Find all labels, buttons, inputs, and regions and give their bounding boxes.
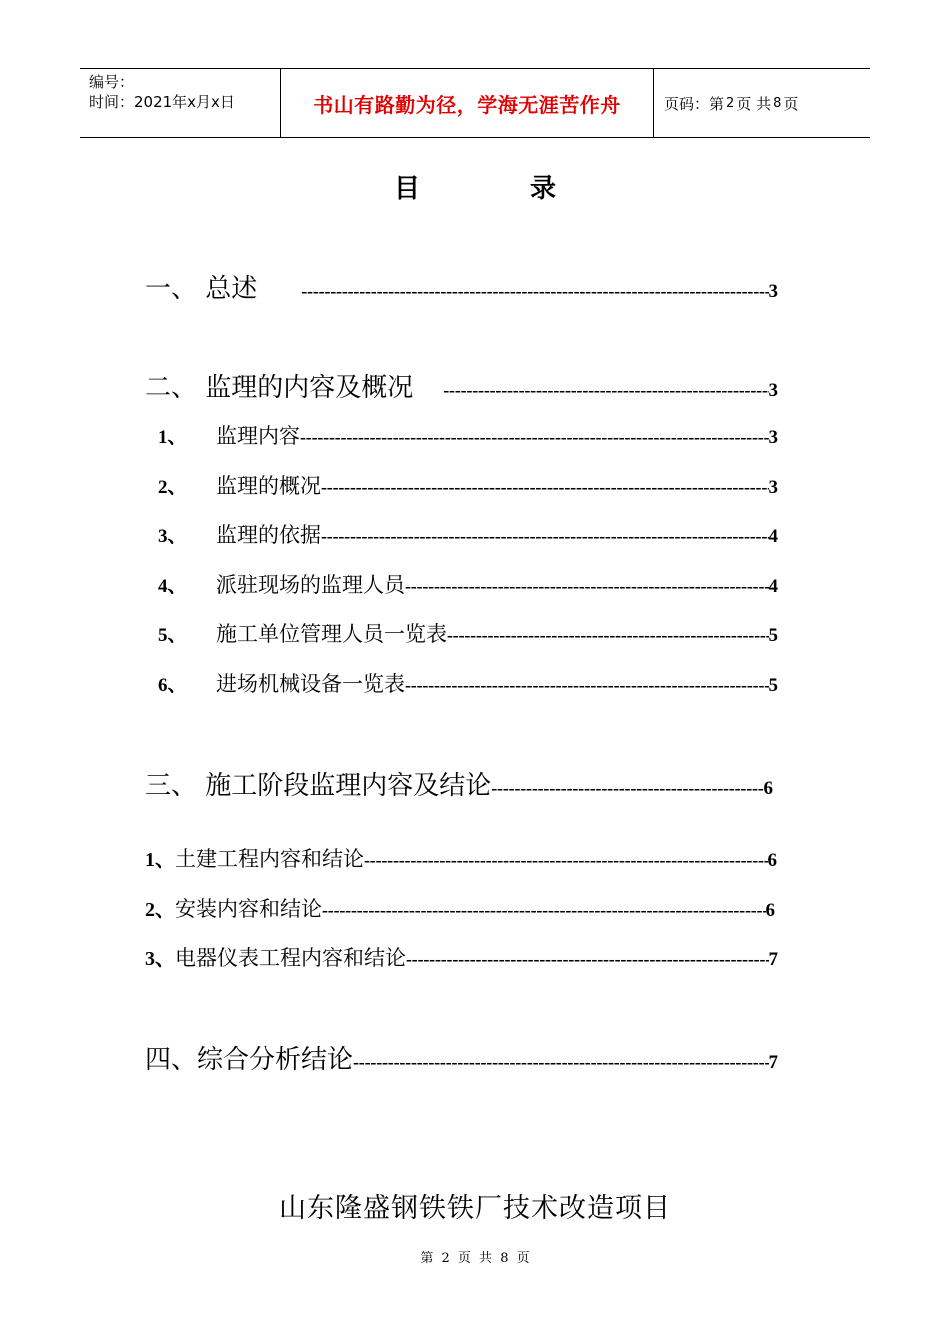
toc-entry-page: 6 — [767, 850, 777, 871]
toc-leader — [364, 850, 768, 871]
toc-entry-num: 2、 — [145, 899, 175, 921]
toc-entry-page: 6 — [763, 778, 773, 799]
toc-entry-label: 土建工程内容和结论 — [175, 847, 364, 871]
toc-entry-page: 4 — [768, 526, 778, 547]
toc-entry-page: 7 — [768, 949, 778, 970]
toc-entry[interactable] — [158, 420, 778, 450]
toc-title — [0, 168, 950, 205]
toc-entry-label: 派驻现场的监理人员 — [216, 573, 405, 597]
toc-entry-page: 6 — [765, 900, 775, 921]
page-mid: 页 共 — [736, 94, 772, 113]
toc-leader — [353, 1052, 768, 1073]
header-table — [80, 68, 870, 138]
toc-entry[interactable] — [145, 367, 778, 404]
motto-text: 书山有路勤为径，学海无涯苦作舟 — [313, 92, 621, 117]
toc-entry-label: 电器仪表工程内容和结论 — [175, 946, 406, 970]
toc-leader — [321, 477, 769, 498]
toc-entry[interactable] — [158, 618, 778, 648]
toc-entry-num: 1、 — [145, 849, 175, 871]
toc-title-a: 目 — [393, 174, 420, 204]
toc-leader — [443, 380, 768, 401]
toc-entry-label: 监理内容 — [216, 424, 300, 448]
toc-entry-label: 施工单位管理人员一览表 — [216, 622, 447, 646]
footer-page-number: 第 2 页 共 8 页 — [420, 1251, 530, 1266]
toc-entry[interactable] — [158, 470, 778, 500]
page-prefix: 页码：第 — [664, 94, 725, 113]
header-meta — [80, 69, 281, 137]
toc-entry[interactable] — [145, 843, 777, 873]
toc-entry-page: 3 — [768, 380, 778, 401]
toc-leader — [321, 526, 769, 547]
toc-entry[interactable] — [145, 942, 778, 972]
toc-entry-page: 5 — [768, 625, 778, 646]
toc-entry[interactable] — [145, 893, 775, 923]
header-motto-cell — [281, 69, 654, 137]
toc-entry[interactable] — [145, 765, 773, 802]
toc-entry-page: 7 — [768, 1052, 778, 1073]
toc-entry[interactable] — [158, 519, 778, 549]
page-current: 2 — [726, 95, 735, 111]
time-label: 时间：2021年x月x日 — [89, 93, 235, 111]
toc-entry-label: 监理的概况 — [216, 474, 321, 498]
toc-entry-num: 6、 — [158, 675, 187, 696]
toc-leader — [322, 900, 766, 921]
toc-entry-label: 四、综合分析结论 — [145, 1045, 354, 1075]
toc-entry-label: 进场机械设备一览表 — [216, 672, 405, 696]
toc-entry-page: 3 — [768, 477, 778, 498]
toc-entry-page: 3 — [768, 281, 778, 302]
toc-leader — [447, 625, 769, 646]
toc-entry-label: 一、 总述 — [145, 274, 258, 304]
toc-entry-label: 三、 施工阶段监理内容及结论 — [145, 771, 492, 801]
toc-entry-num: 3、 — [145, 948, 175, 970]
page-suffix: 页 — [783, 94, 799, 113]
toc-entry-page: 5 — [768, 675, 778, 696]
serial-label: 编号： — [89, 73, 135, 91]
toc-entry-num: 1、 — [158, 427, 187, 448]
toc-entry[interactable] — [158, 668, 778, 698]
toc-leader — [406, 949, 769, 970]
toc-entry-num: 4、 — [158, 576, 187, 597]
toc-leader — [301, 281, 768, 302]
header-page-info — [654, 69, 870, 137]
toc-entry-num: 5、 — [158, 625, 187, 646]
project-title: 山东隆盛钢铁铁厂技术改造项目 — [279, 1193, 671, 1224]
toc-leader — [405, 576, 769, 597]
page-total: 8 — [773, 95, 782, 111]
toc-entry-num: 2、 — [158, 477, 187, 498]
toc-entry[interactable] — [145, 268, 778, 305]
toc-entry-label: 监理的依据 — [216, 523, 321, 547]
toc-entry[interactable] — [145, 1039, 778, 1076]
toc-entry[interactable] — [158, 569, 778, 599]
toc-leader — [405, 675, 769, 696]
toc-leader — [300, 427, 769, 448]
toc-entry-label: 二、 监理的内容及概况 — [145, 373, 414, 403]
toc-entry-page: 4 — [768, 576, 778, 597]
toc-leader — [491, 778, 763, 799]
toc-entry-page: 3 — [768, 427, 778, 448]
toc-entry-num: 3、 — [158, 526, 187, 547]
toc-title-b: 录 — [530, 174, 557, 204]
toc-entry-label: 安装内容和结论 — [175, 897, 322, 921]
